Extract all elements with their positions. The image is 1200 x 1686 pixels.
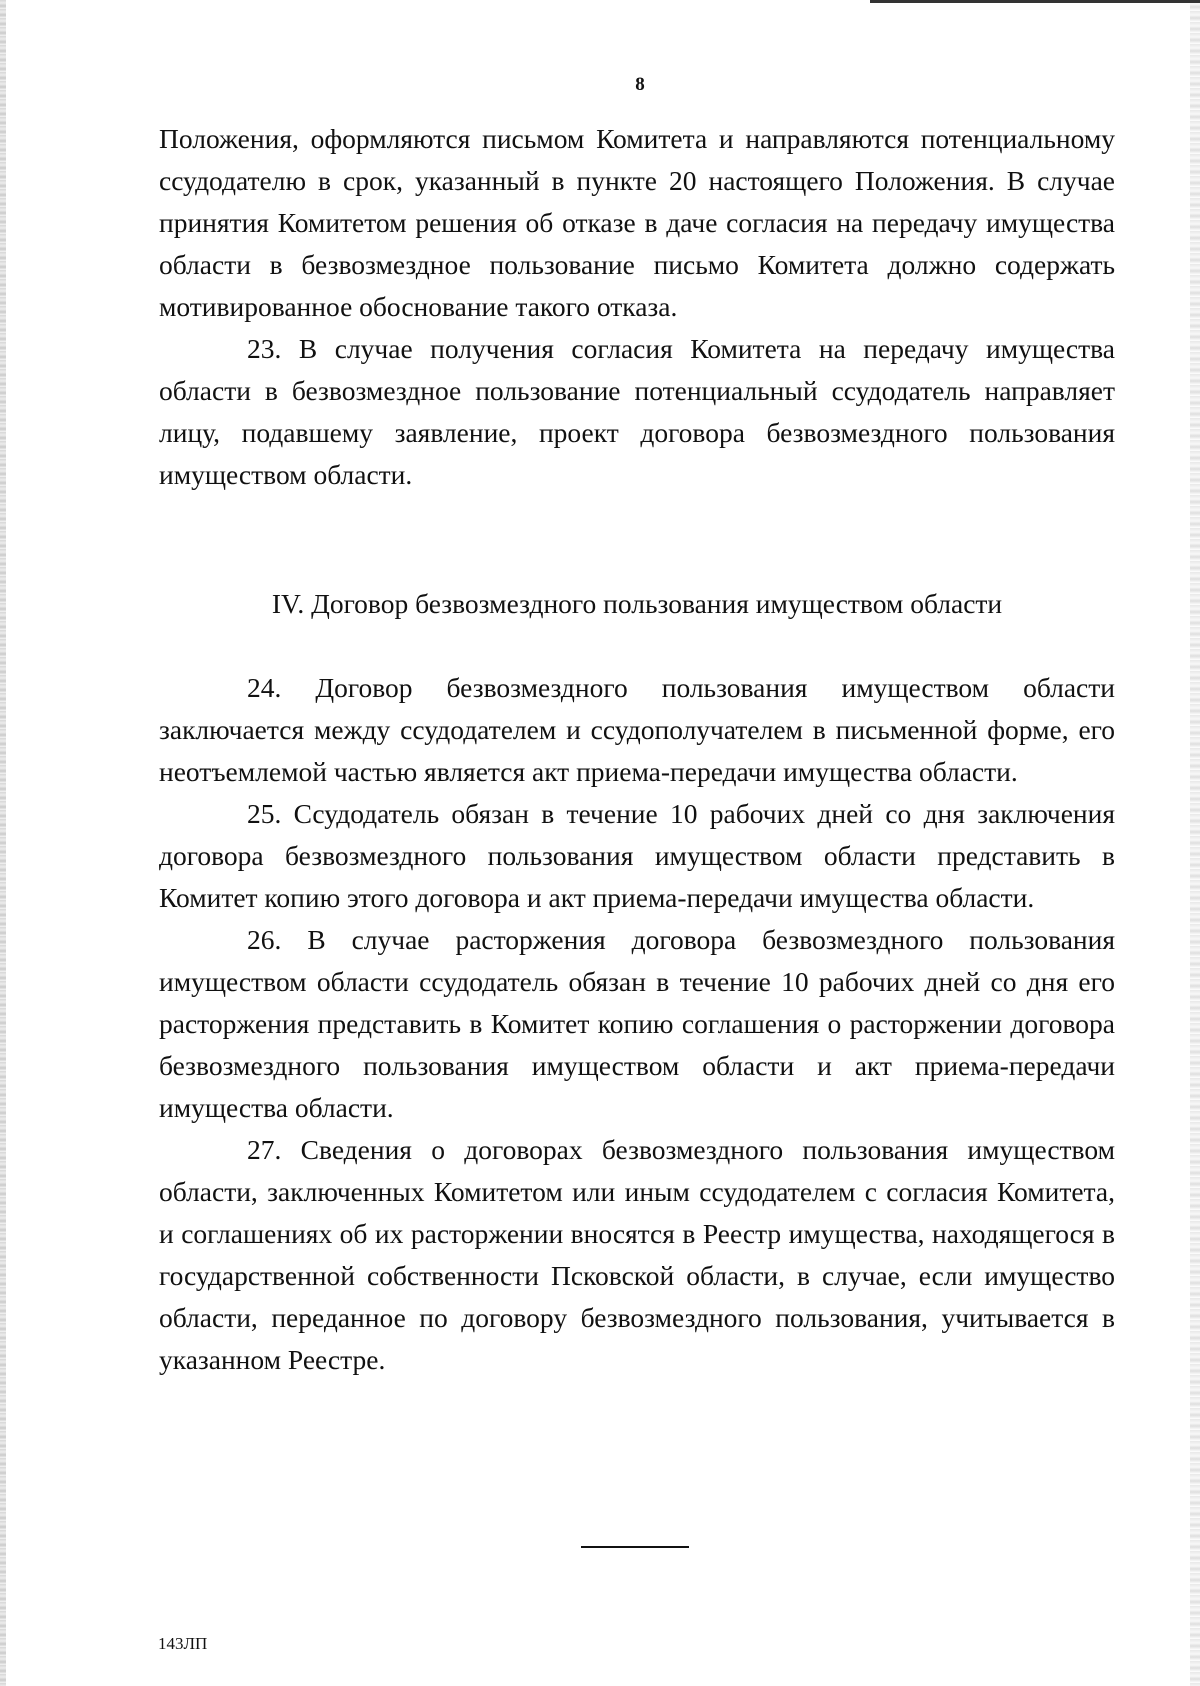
paragraph-27: 27. Сведения о договорах безвозмездного пользования имуществом области, заключенных Комитетом или иным ссудодателем с согласия Комитета, и соглашениях об их расторжении вносятся в Реестр имущества, находящегося в государственной собственности Псковской области, в случае, если имущество области, переданное по договору безвозмездного пользования, учитывается в указанном Реестре. xyxy=(159,1134,1115,1375)
scan-edge-top xyxy=(870,0,1200,3)
text-block-bottom xyxy=(159,667,1115,1381)
paragraph-24: 24. Договор безвозмездного пользования имуществом области заключается между ссудодателем и ссудополучателем в письменной форме, его неотъемлемой частью является акт приема-передачи имущества области. xyxy=(159,672,1115,787)
paragraph-23: 23. В случае получения согласия Комитета на передачу имущества области в безвозмездное пользование потенциальный ссудодатель направляет лицу, подавшему заявление, проект договора безвозмездного пользования имуществом области. xyxy=(159,333,1115,490)
section-heading: IV. Договор безвозмездного пользования имуществом области xyxy=(271,588,1003,619)
scan-edge-right xyxy=(1190,0,1200,1686)
scan-edge-left xyxy=(0,0,6,1686)
text-block-top xyxy=(159,118,1115,496)
page-number: 8 xyxy=(635,74,645,95)
paragraph-continuation: Положения, оформляются письмом Комитета и направляются потенциальному ссудодателю в срок, указанный в пункте 20 настоящего Положения. В случае принятия Комитетом решения об отказе в даче согласия на передачу имущества области в безвозмездное пользование письмо Комитета должно содержать мотивированное обоснование такого отказа. xyxy=(159,123,1115,322)
document-code: 143ЛП xyxy=(158,1634,208,1653)
paragraph-25: 25. Ссудодатель обязан в течение 10 рабочих дней со дня заключения договора безвозмездного пользования имуществом области представить в Комитет копию этого договора и акт приема-передачи имущества области. xyxy=(159,798,1115,913)
paragraph-26: 26. В случае расторжения договора безвозмездного пользования имуществом области ссудодатель обязан в течение 10 рабочих дней со дня его расторжения представить в Комитет копию соглашения о расторжении договора безвозмездного пользования имуществом области и акт приема-передачи имущества области. xyxy=(159,924,1115,1123)
end-separator-line xyxy=(581,1546,689,1548)
